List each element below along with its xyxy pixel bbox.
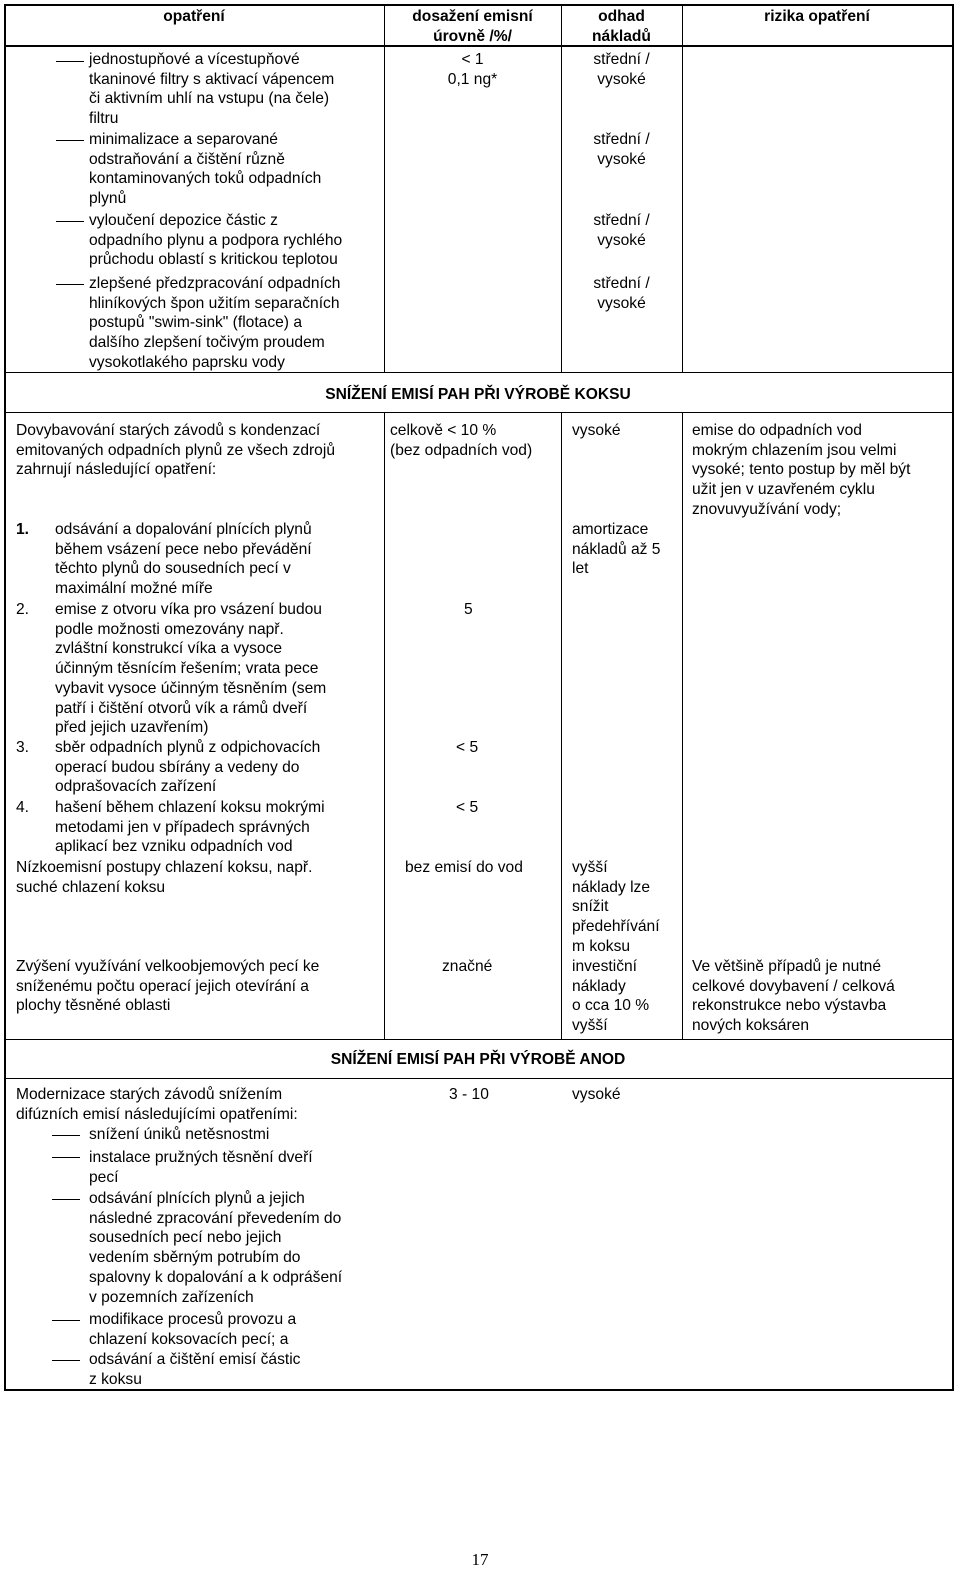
item-number: 4. bbox=[16, 799, 30, 816]
list-item: odsávání plnících plynů a jejich následné zpracování převedením do sousedních pecí nebo jejich vedením sběrným potrubím do spalovny k dopalování a k odprášení v pozemních zařízeních bbox=[89, 1190, 343, 1306]
list-item: jednostupňové a vícestupňové tkaninové filtry s aktivací vápencem či aktivním uhlí na vstupu (na čele) filtru bbox=[89, 51, 335, 128]
emission-value: 5 bbox=[464, 601, 473, 618]
emission-value: < 1 0,1 ng* bbox=[447, 51, 498, 88]
measure-text: Zvýšení využívání velkoobjemových pecí ke sníženému počtu operací jejich otevírání a plochy těsněné oblasti bbox=[16, 958, 320, 1015]
header-cost-estimate: odhad nákladů bbox=[592, 8, 651, 45]
section-rule bbox=[4, 1078, 952, 1079]
list-dash-icon bbox=[52, 1135, 80, 1136]
cost-value: střední / vysoké bbox=[593, 131, 650, 168]
column-rule bbox=[682, 412, 683, 1039]
header-risks: rizika opatření bbox=[764, 8, 870, 25]
item-number: 1. bbox=[16, 521, 30, 538]
list-dash-icon bbox=[52, 1199, 80, 1200]
column-rule bbox=[682, 4, 683, 372]
list-dash-icon bbox=[56, 221, 84, 222]
column-rule bbox=[561, 412, 562, 1039]
cost-value: vysoké bbox=[572, 1086, 621, 1103]
emission-value: 3 - 10 bbox=[449, 1086, 489, 1103]
list-item: modifikace procesů provozu a chlazení koksovacích pecí; a bbox=[89, 1311, 297, 1348]
emission-value: celkově < 10 % (bez odpadních vod) bbox=[390, 422, 533, 459]
measure-text: Nízkoemisní postupy chlazení koksu, např. suché chlazení koksu bbox=[16, 859, 313, 896]
list-dash-icon bbox=[52, 1360, 80, 1361]
intro-text: Modernizace starých závodů snížením difúzních emisí následujícími opatřeními: bbox=[16, 1086, 298, 1123]
list-dash-icon bbox=[52, 1320, 80, 1321]
list-item: vyloučení depozice částic z odpadního plynu a podpora rychlého průchodu oblastí s kritickou teplotou bbox=[89, 212, 343, 269]
list-item: sběr odpadních plynů z odpichovacích operací budou sbírány a vedeny do odprašovacích zařízení bbox=[55, 739, 321, 796]
cost-value: vysoké bbox=[572, 422, 621, 439]
list-dash-icon bbox=[56, 140, 84, 141]
cost-value: střední / vysoké bbox=[593, 51, 650, 88]
list-dash-icon bbox=[56, 61, 84, 62]
cost-value: investiční náklady o cca 10 % vyšší bbox=[572, 958, 650, 1035]
emission-value: značné bbox=[442, 958, 493, 975]
header-measures: opatření bbox=[163, 8, 225, 25]
cost-value: střední / vysoké bbox=[593, 212, 650, 249]
list-item: odsávání a dopalování plnících plynů během vsázení pece nebo převádění těchto plynů do sousedních pecí v maximální možné míře bbox=[55, 521, 312, 598]
list-dash-icon bbox=[56, 284, 84, 285]
list-item: odsávání a čištění emisí částic z koksu bbox=[89, 1351, 301, 1388]
cost-value: střední / vysoké bbox=[593, 275, 650, 312]
item-number: 3. bbox=[16, 739, 30, 756]
list-item: minimalizace a separované odstraňování a čištění různě kontaminovaných toků odpadních plynů bbox=[89, 131, 322, 208]
section-rule bbox=[4, 412, 952, 413]
list-item: hašení během chlazení koksu mokrými metodami jen v případech správných aplikací bez vzniku odpadních vod bbox=[55, 799, 325, 856]
cost-value: vyšší náklady lze snížit předehřívání m koksu bbox=[572, 859, 660, 955]
intro-text: Dovybavování starých závodů s kondenzací emitovaných odpadních plynů ze všech zdrojů zahrnují následující opatření: bbox=[16, 422, 335, 479]
section-rule bbox=[4, 1039, 952, 1040]
risk-text: Ve většině případů je nutné celkové dovybavení / celková rekonstrukce nebo výstavba nových koksáren bbox=[692, 958, 895, 1035]
section-heading-koks: SNÍŽENÍ EMISÍ PAH PŘI VÝROBĚ KOKSU bbox=[325, 386, 631, 403]
cost-value: amortizace nákladů až 5 let bbox=[572, 521, 661, 578]
header-emission-level: dosažení emisní úrovně /%/ bbox=[412, 8, 533, 45]
emission-value: bez emisí do vod bbox=[405, 859, 523, 876]
column-rule bbox=[384, 412, 385, 1039]
item-number: 2. bbox=[16, 601, 30, 618]
emission-value: < 5 bbox=[456, 739, 479, 756]
page-number: 17 bbox=[471, 1550, 489, 1569]
risk-text: emise do odpadních vod mokrým chlazením jsou velmi vysoké; tento postup by měl být užit jen v uzavřeném cyklu znovuvyužívání vody; bbox=[692, 422, 911, 518]
list-item: snížení úniků netěsnostmi bbox=[89, 1126, 270, 1143]
list-item: emise z otvoru víka pro vsázení budou podle možnosti omezovány např. zvláštní konstrukcí víka a vysoce účinným těsnícím řešením; vrata pece vybavit vysoce účinným těsněním (sem patří i čištění otvorů vík a rámů dveří před jejich uzavřením) bbox=[55, 601, 327, 737]
section-heading-anod: SNÍŽENÍ EMISÍ PAH PŘI VÝROBĚ ANOD bbox=[330, 1051, 626, 1068]
list-item: zlepšené předzpracování odpadních hliníkových špon užitím separačních postupů "swim-sink" (flotace) a dalšího zlepšení točivým proudem vysokotlakého paprsku vody bbox=[89, 275, 341, 371]
list-item: instalace pružných těsnění dveří pecí bbox=[89, 1149, 313, 1186]
list-dash-icon bbox=[52, 1157, 80, 1158]
emission-value: < 5 bbox=[456, 799, 479, 816]
